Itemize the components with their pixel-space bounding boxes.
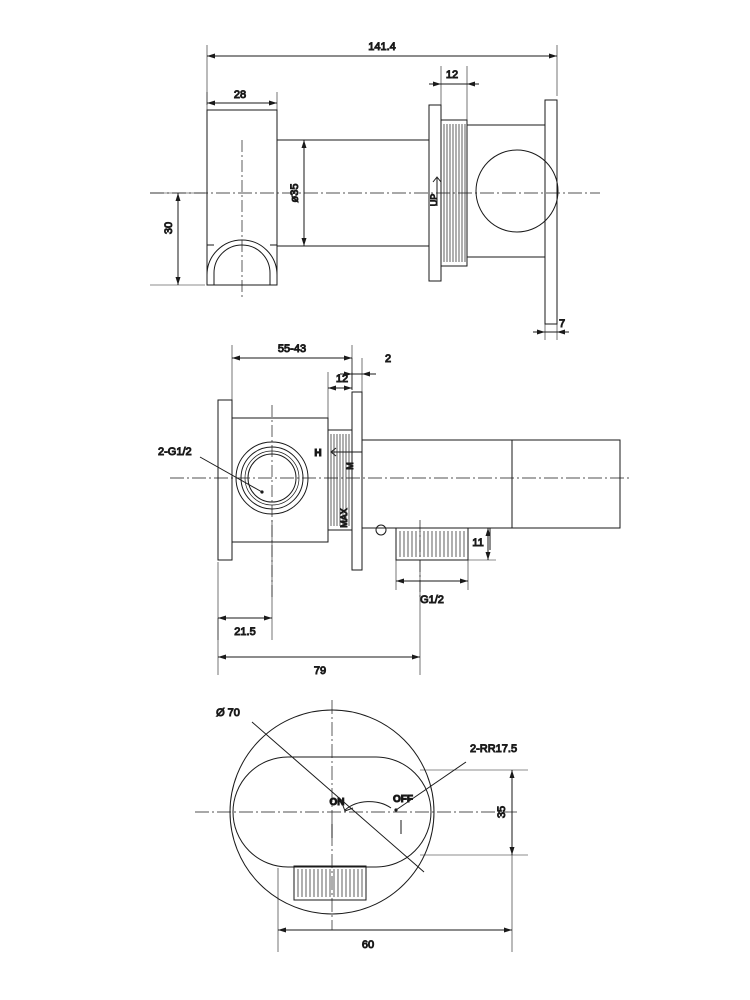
dim-flange-thickness-label: 12 (445, 69, 459, 81)
side-view-rear-body (362, 440, 620, 528)
front-view-threaded-stem (294, 866, 366, 900)
top-view-knob-body (467, 125, 558, 257)
dim-handle-height-label: 35 (496, 805, 508, 819)
dim-bracket-width-label: 28 (233, 89, 247, 101)
inlet-thread-callout-label: 2-G1/2 (158, 446, 192, 458)
dim-outlet-11-label: 11 (472, 537, 484, 549)
top-view-bracket (207, 110, 277, 285)
dim-range-55-43-label: 55-43 (277, 343, 307, 355)
dim-bracket-height (150, 193, 205, 285)
side-view (158, 343, 630, 677)
dim-overall-length-label: 141.4 (368, 41, 396, 53)
outlet-thread-callout-label: G1/2 (420, 594, 444, 606)
dim-plate-thickness-label: 7 (558, 318, 566, 330)
mix-mark-label: M (345, 462, 355, 470)
dim-body-diameter-label: ø35 (289, 183, 301, 203)
up-label: UP (429, 193, 439, 207)
dim-handle-width (278, 855, 512, 952)
handle-index-ticks (332, 820, 401, 838)
side-view-inlet-flange (218, 400, 232, 560)
on-mark-label: ON (329, 797, 345, 808)
outlet-thread-dim (396, 560, 468, 590)
dim-stem-12-label: 12 (335, 373, 349, 385)
off-mark-label: OFF (393, 794, 413, 805)
corner-radius-callout-label: 2-RR17.5 (470, 743, 518, 755)
side-view-outer-plate (352, 392, 362, 570)
dim-flange-21-5 (218, 520, 272, 640)
dim-plate-2-label: 2 (384, 353, 392, 365)
dim-overall-length (207, 45, 557, 105)
dim-bracket-height-label: 30 (163, 221, 175, 235)
max-mark-label: MAX (339, 508, 349, 528)
side-view-inlet-body (232, 418, 328, 542)
hot-mark-label: H (314, 448, 322, 459)
dim-plate-diameter-label: Ø 70 (216, 707, 240, 719)
dim-range-55-43 (232, 345, 352, 416)
dim-flange-21-5-label: 21.5 (234, 626, 256, 638)
top-view-end-plate (545, 100, 557, 324)
top-view (150, 41, 600, 340)
front-view (195, 700, 528, 952)
dim-total-79-label: 79 (313, 665, 327, 677)
dim-handle-width-label: 60 (361, 939, 375, 951)
mix-arrow-icon (331, 448, 362, 456)
dim-plate-2 (340, 358, 376, 438)
